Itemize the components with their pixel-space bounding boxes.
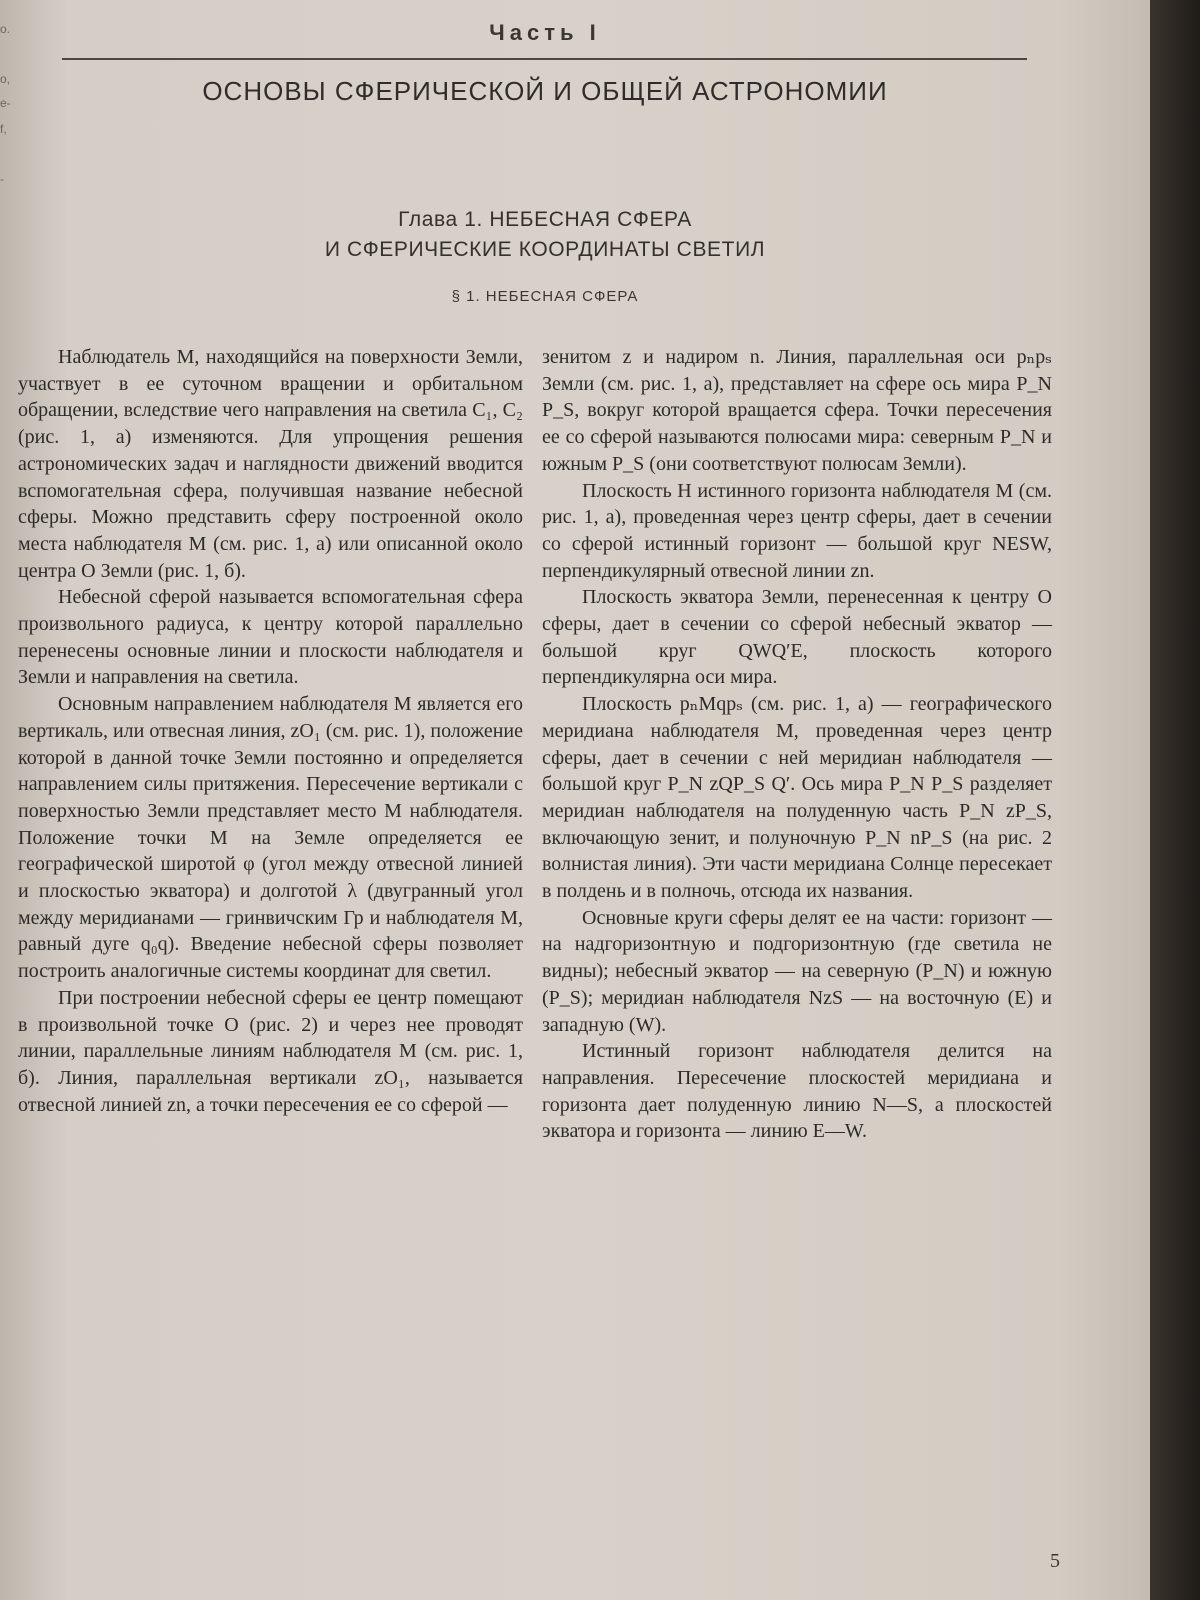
page-number: 5 — [1050, 1550, 1060, 1572]
edge-fragment: е- — [0, 96, 11, 110]
paragraph: Наблюдатель M, находящийся на поверхности Земли, участвует в ее суточном вращении и орбитальном обращении, вследствие чего направления на светила C₁, C₂ (рис. 1, а) изменяются. Для упрощения решения астрономических задач и наглядности движений вводится вспомогательная сфера, получившая название небесной сферы. Можно представить сферу построенной около места наблюдателя M (см. рис. 1, а) или описанной около центра O Земли (рис. 1, б). — [18, 346, 523, 582]
chapter-title-line2: И СФЕРИЧЕСКИЕ КООРДИНАТЫ СВЕТИЛ — [324, 238, 766, 261]
paragraph: Небесной сферой называется вспомогательная сфера произвольного радиуса, к центру которой параллельно перенесены основные линии и плоскости наблюдателя и Земли и направления на светила. — [18, 586, 523, 689]
part-heading: Часть I — [489, 20, 601, 45]
paragraph: Истинный горизонт наблюдателя делится на направления. Пересечение плоскостей меридиана и горизонта дает полуденную линию N—S, а плоскостей экватора и горизонта — линию E—W. — [542, 1040, 1052, 1143]
paragraph: Основные круги сферы делят ее на части: горизонт — на надгоризонтную и подгоризонтную (где светила не видны); небесный экватор — на северную (P_N) и южную (P_S); меридиан наблюдателя NzS — на восточную (E) и западную (W). — [542, 906, 1052, 1036]
edge-fragment: - — [0, 172, 4, 186]
left-column — [18, 344, 523, 1118]
paragraph: При построении небесной сферы ее центр помещают в произвольной точке O (рис. 2) и через нее проводят линии, параллельные линиям наблюдателя M (см. рис. 1, б). Линия, параллельная вертикали zO₁, называется отвесной линией zn, а точки пересечения ее со сферой — — [18, 986, 523, 1116]
paragraph: Плоскость H истинного горизонта наблюдателя M (см. рис. 1, а), проведенная через центр сферы, дает в сечении со сферой истинный горизонт — большой круг NESW, перпендикулярный отвесной линии zn. — [542, 479, 1052, 582]
edge-fragment: f, — [0, 122, 7, 136]
right-column — [542, 344, 1052, 1145]
book-title: ОСНОВЫ СФЕРИЧЕСКОЙ И ОБЩЕЙ АСТРОНОМИИ — [202, 76, 888, 106]
book-spine-shadow — [1150, 0, 1200, 1600]
paragraph: зенитом z и надиром n. Линия, параллельная оси pₙpₛ Земли (см. рис. 1, а), представляет на сфере ось мира P_N P_S, вокруг которой вращается сфера. Точки пересечения ее со сферой называются полюсами мира: северным P_N и южным P_S (они соответствуют полюсам Земли). — [542, 346, 1052, 475]
section-heading: § 1. НЕБЕСНАЯ СФЕРА — [451, 288, 639, 305]
header-rule — [62, 58, 1027, 60]
edge-fragment: о. — [0, 22, 11, 36]
paragraph: Основным направлением наблюдателя M является его вертикаль, или отвесная линия, zO₁ (см. рис. 1), положение которой в данной точке Земли постоянно и определяется направлением силы притяжения. Пересечение вертикали с поверхностью Земли представляет место M наблюдателя. Положение точки M на Земле определяется ее географической широтой φ (угол между отвесной линией и плоскостью экватора) и долготой λ (двугранный угол между меридианами — гринвичским Гр и наблюдателя M, равный дуге q₀q). Введение небесной сферы позволяет построить аналогичные системы координат для светил. — [18, 693, 523, 983]
paragraph: Плоскость экватора Земли, перенесенная к центру O сферы, дает в сечении со сферой небесный экватор — большой круг QWQ′E, плоскость которого перпендикулярна оси мира. — [542, 586, 1052, 689]
paragraph: Плоскость pₙMqpₛ (см. рис. 1, а) — географического меридиана наблюдателя M, проведенная через центр сферы, дает в сечении с ней меридиан наблюдателя — большой круг P_N zQP_S Q′. Ось мира P_N P_S разделяет меридиан наблюдателя на полуденную часть P_N zP_S, включающую зенит, и полуночную P_N nP_S (на рис. 2 волнистая линия). Эти части меридиана Солнце пересекает в полдень и в полночь, отсюда их названия. — [542, 693, 1052, 903]
chapter-title-line1: Глава 1. НЕБЕСНАЯ СФЕРА — [398, 208, 692, 231]
edge-fragment: о, — [0, 72, 11, 86]
